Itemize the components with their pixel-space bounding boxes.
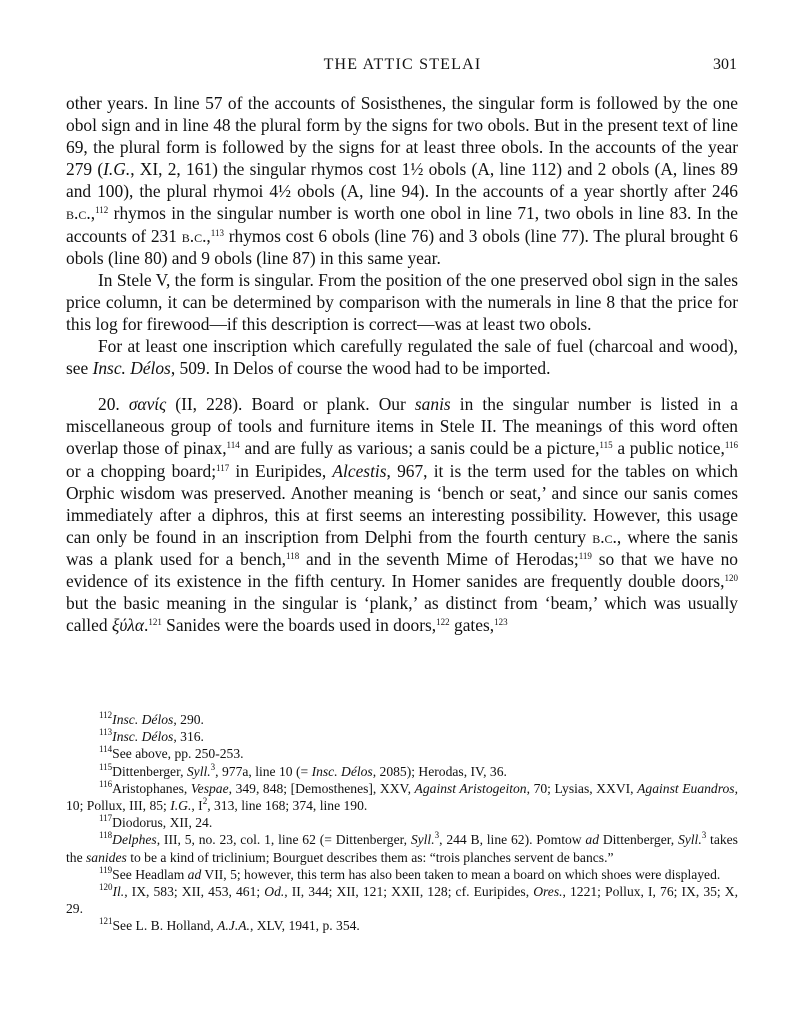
footnotes	[66, 711, 738, 935]
page-number: 301	[713, 56, 737, 73]
paragraph-4: 20. σανίς (II, 228). Board or plank. Our sanis in the singular number is listed in a miscellaneous group of tools and furniture items in Stele II. The meanings of this word often overlap those of pinax,$^{114}$ and are fully as various; a sanis could be a picture,$^{115}$ a public notice,$^{116}$ or a chopping board;$^{117}$ in Euripides, Alcestis, 967, it is the term used for the tables on which Orphic wisdom was preserved. Another meaning is ‘bench or seat,’ and since our sanis comes immediately after a diphros, this at first seems an interesting possibility. However, this usage can only be found in an inscription from Delphi from the fourth century b.c., where the sanis was a plank used for a bench,$^{118}$ and in the seventh Mime of Herodas;$^{119}$ so that we have no evidence of its existence in the fifth century. In Homer sanides are frequently double doors,$^{120}$ but the basic meaning in the singular is ‘plank,’ as distinct from ‘beam,’ which was usually called ξύλα.$^{121}$ Sanides were the boards used in doors,$^{122}$ gates,$^{123}$	[66, 394, 739, 636]
footnote-ref: 114	[226, 440, 240, 451]
footnote-114: $^{114}$See above, pp. 250-253.	[99, 744, 244, 762]
paragraph-2: In Stele V, the form is singular. From the position of the one preserved obol sign in the sales price column, it can be determined by comparison with the numerals in line 8 that the price for this log for firewood—if this description is correct—was at least two obols.	[66, 269, 738, 334]
footnote-ref: 120	[724, 572, 738, 583]
footnote-ref: 123	[494, 617, 508, 628]
paragraph-3: For at least one inscription which carefully regulated the sale of fuel (charcoal and wood), see Insc. Délos, 509. In Delos of course the wood had to be imported.	[66, 336, 738, 379]
footnote-ref: 119	[578, 550, 592, 561]
footnote-118: $^{118}$Delphes, III, 5, no. 23, col. 1, line 62 (= Dittenberger, Syll.$^3$, 244 B, line 62). Pomtow ad Dittenberger, Syll.$^3$ takes the sanides to be a kind of triclinium; Bourguet describes them as: “trois planches servent de bancs.”	[66, 830, 738, 865]
main-text	[66, 92, 738, 636]
footnote-ref: 118	[286, 550, 300, 561]
running-head: THE ATTIC STELAI	[323, 56, 482, 73]
footnote-ref: 122	[436, 617, 450, 628]
footnote-ref: 112	[95, 205, 109, 216]
footnote-121: $^{121}$See L. B. Holland, A.J.A., XLV, 1941, p. 354.	[99, 916, 360, 934]
paragraph-1: other years. In line 57 of the accounts of Sosisthenes, the singular form is followed by the one obol sign and in line 48 the plural form by the signs for two obols. But in the present text of line 69, the plural form is followed by the signs for at least three obols. In the accounts of the year 279 (I.G., XI, 2, 161) the singular rhymos cost 1½ obols (A, line 112) and 2 obols (A, lines 89 and 100), the plural rhymoi 4½ obols (A, line 94). In the accounts of a year shortly after 246 b.c.,$^{112}$ rhymos in the singular number is worth one obol in line 71, two obols in line 83. In the accounts of 231 b.c.,$^{113}$ rhymos cost 6 obols (line 76) and 3 obols (line 77). The plural brought 6 obols (line 80) and 9 obols (line 87) in this same year.	[66, 93, 738, 268]
footnote-113: $^{113}$Insc. Délos, 316.	[99, 727, 204, 745]
footnote-112: $^{112}$Insc. Délos, 290.	[99, 710, 204, 727]
footnote-ref: 116	[724, 440, 739, 451]
footnote-119: $^{119}$See Headlam ad VII, 5; however, this term has also been taken to mean a board on which shoes were displayed.	[99, 864, 721, 882]
footnote-ref: 121	[148, 617, 162, 628]
footnote-ref: 113	[210, 227, 224, 238]
footnote-115: $^{115}$Dittenberger, Syll.$^3$, 977a, line 10 (= Insc. Délos, 2085); Herodas, IV, 36.	[99, 761, 507, 779]
footnote-ref: 117	[216, 462, 230, 473]
footnote-ref: 115	[599, 440, 613, 451]
page-header	[0, 56, 805, 80]
footnote-120: $^{120}$Il., IX, 583; XII, 453, 461; Od., II, 344; XII, 121; XXII, 128; cf. Euripides, Ores., 1221; Pollux, I, 76; IX, 35; X, 29.	[66, 882, 738, 917]
footnote-117: $^{117}$Diodorus, XII, 24.	[99, 813, 213, 831]
footnote-116: $^{116}$Aristophanes, Vespae, 349, 848; [Demosthenes], XXV, Against Aristogeiton, 70; Lysias, XXVI, Against Euandros, 10; Pollux, III, 85; I.G., $I^2$, 313, line 168; 374, line 190.	[66, 778, 738, 814]
